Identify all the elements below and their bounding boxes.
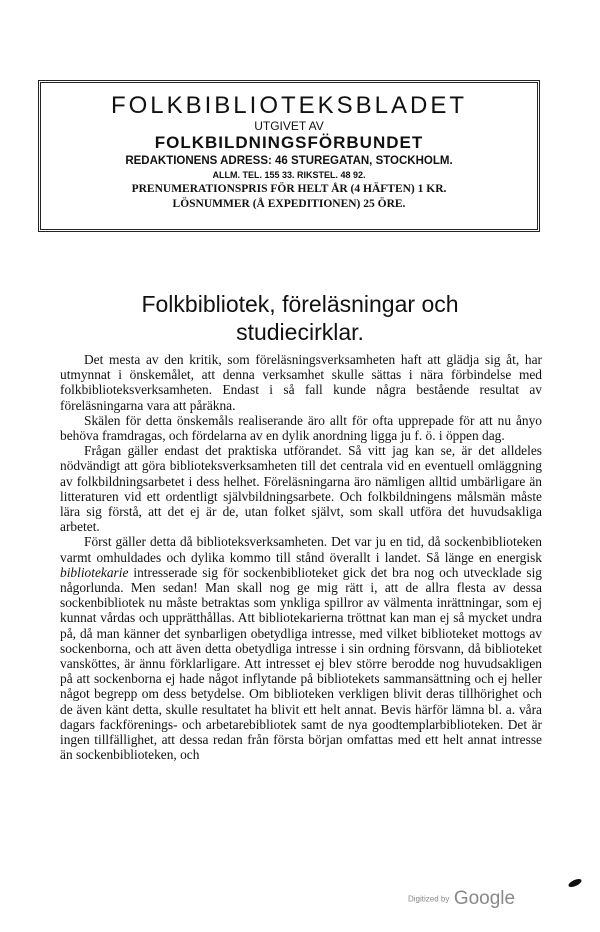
watermark-brand: Google (453, 888, 516, 909)
paragraph-4-emphasis: bibliotekarie (60, 564, 129, 580)
watermark-prefix: Digitized by (408, 894, 450, 904)
paragraph-3: Frågan gäller endast det praktiska utförandet. Så vitt jag kan se, är det alldeles nödvändigt att göra biblioteksverksamheten till det centrala vid en eventuell omläggning av folkbildningsarbetet i dess helhet. Föreläsningarna äro nämligen alltid umbärligare än litteraturen vid ett ordentligt självbildningsarbete. Och folkbildningens målsmän måste lära sig förstå, att det ej är de, utan folket självt, som skall utföra det huvudsakliga arbetet. (60, 443, 542, 535)
masthead-box (38, 80, 540, 232)
article-title-line2: studiecirklar. (236, 319, 364, 345)
masthead-subtitle: UTGIVET AV (254, 119, 324, 133)
masthead-title: FOLKBIBLIOTEKSBLADET (110, 92, 468, 119)
article-title-line1: Folkbibliotek, föreläsningar och (141, 291, 459, 317)
paragraph-4-part-a: Först gäller detta då biblioteksverksamheten. Det var ju en tid, då sockenbiblioteken varmt omhuldades och dylika kommo till stånd överallt i landet. Så länge en energisk (60, 534, 542, 565)
masthead-publisher: FOLKBILDNINGSFÖRBUNDET (154, 133, 424, 152)
masthead-telephone: ALLM. TEL. 155 33. RIKSTEL. 48 92. (212, 170, 366, 180)
paragraph-4 (60, 534, 542, 762)
masthead-subscription: PRENUMERATIONSPRIS FÖR HELT ÅR (4 HÄFTEN) 1 KR. (131, 183, 447, 195)
paragraph-2: Skälen för detta önskemåls realiserande äro allt för ofta upprepade för att nu ånyo behöva framdragas, och fördelarna av en dylik anordning ligga ju f. ö. i öppen dag. (60, 412, 542, 444)
article-title (60, 290, 540, 346)
masthead-address: REDAKTIONENS ADRESS: 46 STUREGATAN, STOCKHOLM. (125, 155, 453, 167)
digitized-watermark (408, 888, 515, 910)
article-body (60, 352, 542, 762)
ink-mark (567, 877, 582, 888)
paragraph-4-part-b: intresserade sig för sockenbiblioteket gick det bra nog och utvecklade sig någorlunda. Men sedan! Man skall nog ge mig rätt i, att de allra flesta av dessa sockenbibliotek nu måste betraktas som ynkliga spillror av välmenta inrättningar, som ej kunnat vårdas och upprätthållas. Att bibliotekarierna tröttnat kan man ej så mycket undra på, då man känner det synbarligen obetydliga intresse, med vilket biblioteket mottogs av sockenborna, och att även detta obetydliga intresse i sin ordning försvann, då biblioteket vansköttes, är ännu förklarligare. Att intresset ej blev större berodde nog huvudsakligen på att sockenborna ej hade något inflytande på bibliotekets sammansättning och ej heller något begrepp om dess betydelse. Om biblioteken verkligen blivit deras tillhörighet och de även känt detta, skulle resultatet ha blivit ett helt annat. Bevis härför lämna bl. a. våra dagars fackförenings- och arbetarebibliotek samt de nya goodtemplarbiblioteken. Det är ingen tillfällighet, att dessa redan från första början omfattas med ett helt annat intresse än sockenbiblioteken, och (60, 564, 542, 763)
paragraph-1: Det mesta av den kritik, som föreläsningsverksamheten haft att glädja sig åt, har utmynnat i önskemålet, att denna verksamhet skulle sättas i nära förbindelse med folkbiblioteksverksamheten. Endast i så fall kunde några bestående resultat av föreläsningarna vara att påräkna. (60, 352, 542, 413)
masthead-single-issue: LÖSNUMMER (Å EXPEDITIONEN) 25 ÖRE. (172, 198, 406, 210)
